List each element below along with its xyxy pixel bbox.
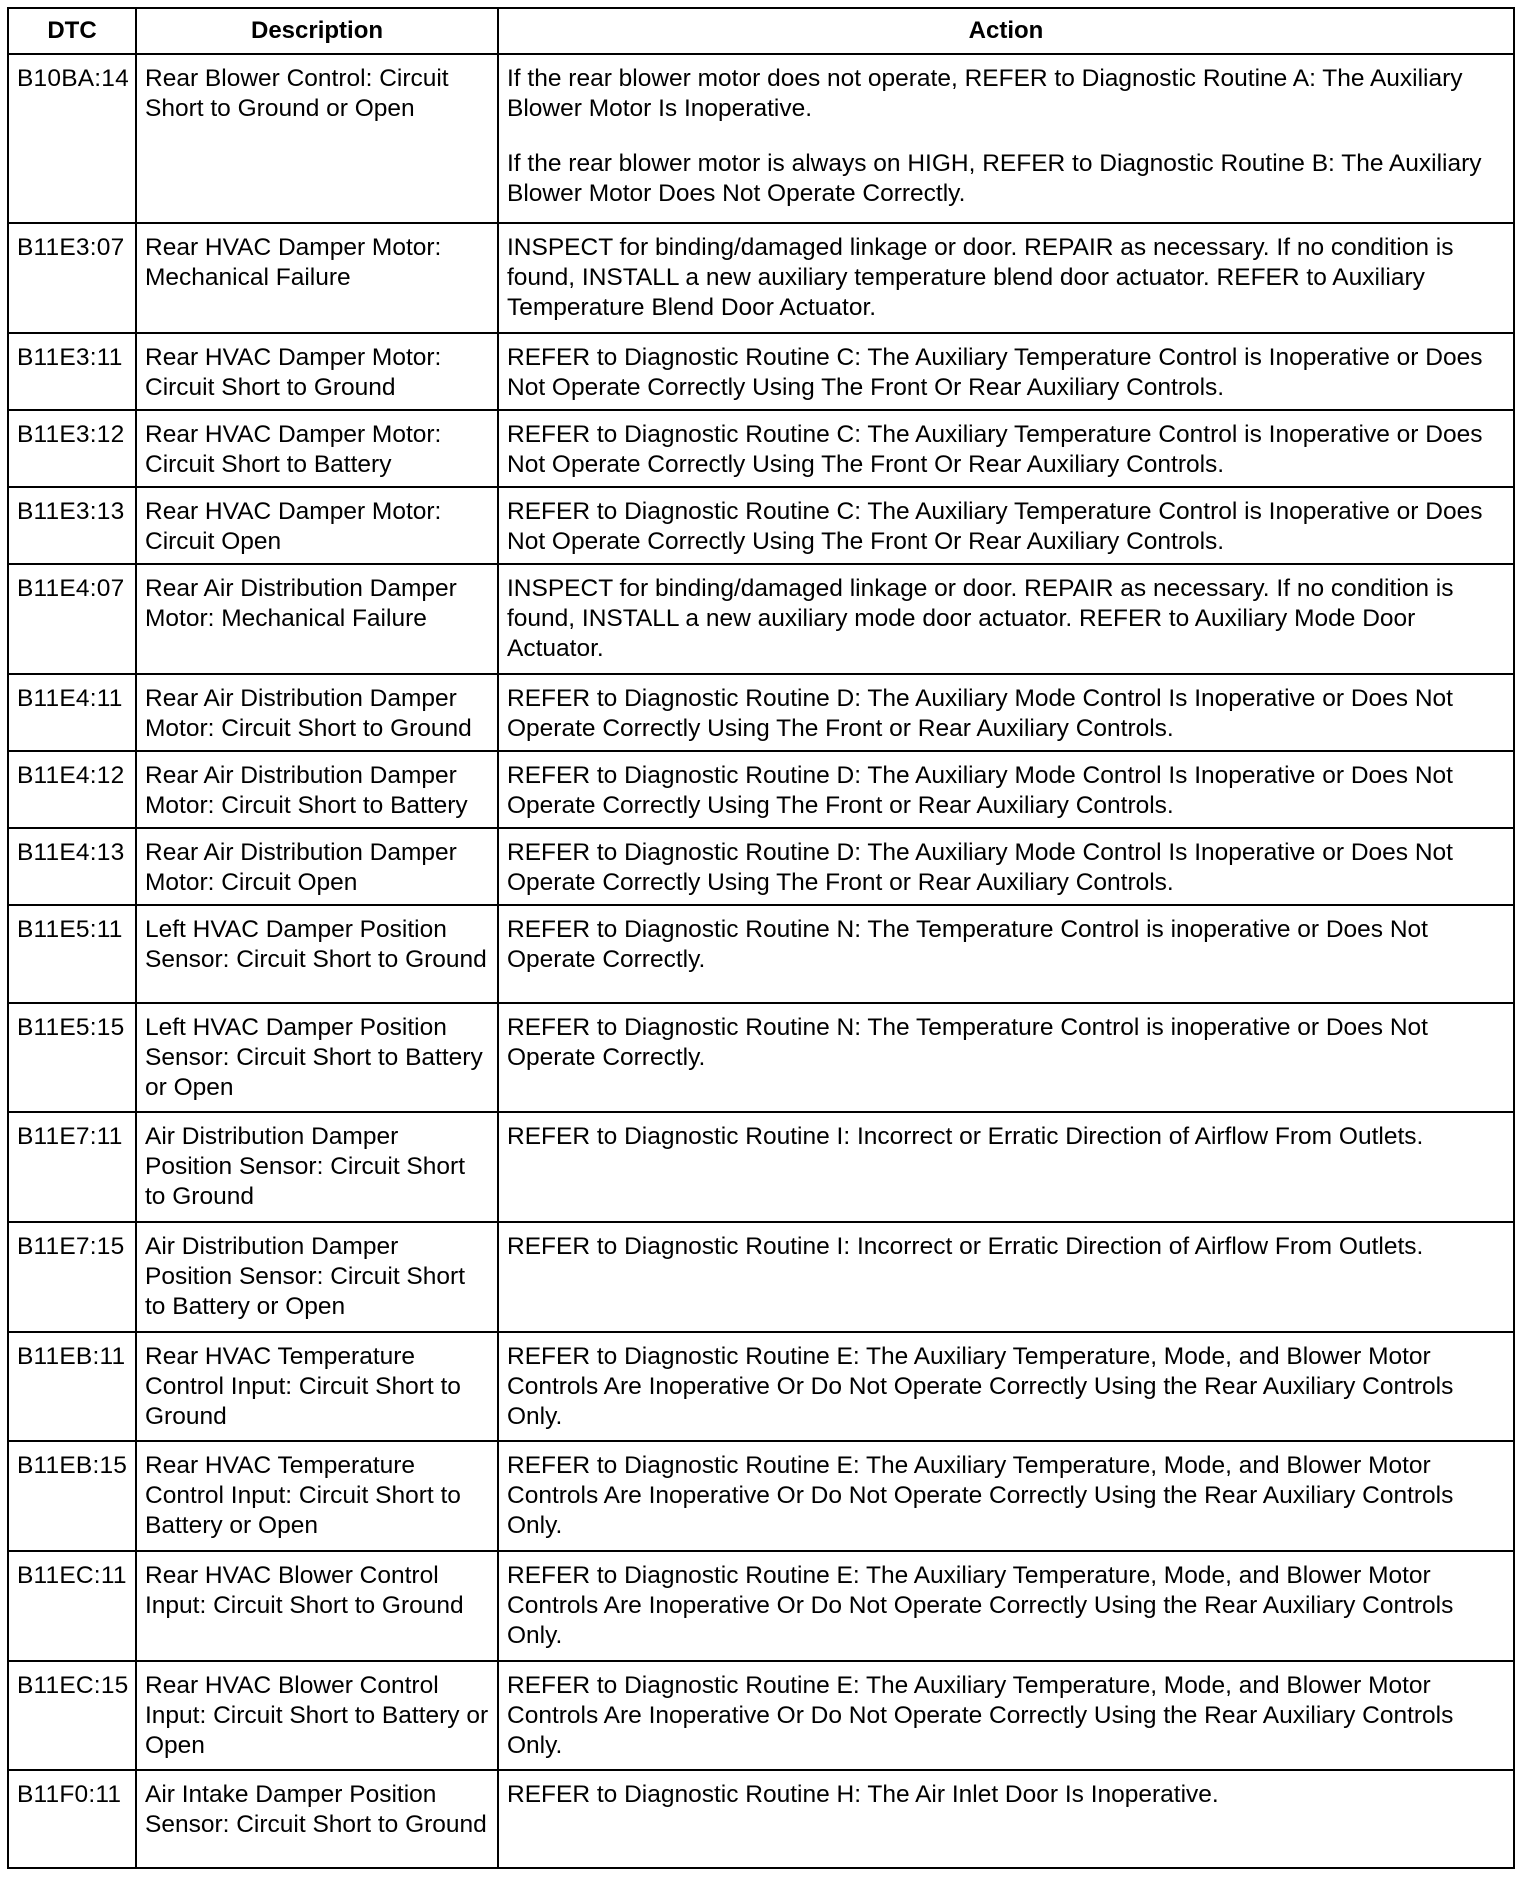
table-row	[8, 1332, 1514, 1442]
dtc-code-cell: B11E4:12	[8, 751, 136, 828]
description-cell: Rear Blower Control: Circuit Short to Ground or Open	[136, 54, 498, 223]
dtc-code-cell: B11E3:13	[8, 487, 136, 564]
action-paragraph: INSPECT for binding/damaged linkage or door. REPAIR as necessary. If no condition is found, INSTALL a new auxiliary mode door actuator. REFER to Auxiliary Mode Door Actuator.	[507, 575, 1454, 663]
header-row	[8, 8, 1514, 54]
description-cell: Rear Air Distribution Damper Motor: Circuit Short to Battery	[136, 751, 498, 828]
action-cell	[498, 1222, 1514, 1332]
action-cell	[498, 487, 1514, 564]
table-row	[8, 1441, 1514, 1551]
action-paragraph: REFER to Diagnostic Routine D: The Auxiliary Mode Control Is Inoperative or Does Not Operate Correctly Using The Front or Rear Auxiliary Controls.	[507, 761, 1453, 819]
action-cell	[498, 54, 1514, 223]
description-cell: Rear HVAC Temperature Control Input: Circuit Short to Battery or Open	[136, 1441, 498, 1551]
action-paragraph: REFER to Diagnostic Routine N: The Temperature Control is inoperative or Does Not Operate Correctly.	[507, 916, 1428, 973]
table-row	[8, 1222, 1514, 1332]
action-cell	[498, 564, 1514, 674]
dtc-code-cell: B11E7:11	[8, 1112, 136, 1222]
description-cell: Rear Air Distribution Damper Motor: Mechanical Failure	[136, 564, 498, 674]
dtc-code-cell: B11E3:07	[8, 223, 136, 333]
action-cell	[498, 333, 1514, 410]
table-row	[8, 1003, 1514, 1113]
dtc-code-cell: B11EB:15	[8, 1441, 136, 1551]
dtc-code-cell: B11E4:13	[8, 828, 136, 905]
dtc-code-cell: B11EC:11	[8, 1551, 136, 1661]
description-cell: Rear HVAC Blower Control Input: Circuit Short to Battery or Open	[136, 1661, 498, 1771]
action-cell	[498, 1551, 1514, 1661]
dtc-code-cell: B10BA:14	[8, 54, 136, 223]
header-dtc: DTC	[8, 8, 136, 54]
action-cell	[498, 1770, 1514, 1868]
action-cell	[498, 1332, 1514, 1442]
dtc-code-cell: B11EC:15	[8, 1661, 136, 1771]
description-cell: Rear HVAC Damper Motor: Circuit Short to Battery	[136, 410, 498, 487]
action-cell	[498, 1003, 1514, 1113]
action-paragraph: REFER to Diagnostic Routine D: The Auxiliary Mode Control Is Inoperative or Does Not Operate Correctly Using The Front or Rear Auxiliary Controls.	[507, 838, 1453, 896]
header-description: Description	[136, 8, 498, 54]
action-cell	[498, 1112, 1514, 1222]
dtc-code-cell: B11E7:15	[8, 1222, 136, 1332]
table-row	[8, 410, 1514, 487]
action-paragraph: REFER to Diagnostic Routine D: The Auxiliary Mode Control Is Inoperative or Does Not Operate Correctly Using The Front or Rear Auxiliary Controls.	[507, 684, 1453, 742]
dtc-code-cell: B11E4:11	[8, 674, 136, 751]
action-paragraph: INSPECT for binding/damaged linkage or door. REPAIR as necessary. If no condition is found, INSTALL a new auxiliary temperature blend door actuator. REFER to Auxiliary Temperature Blend Door Actuator.	[507, 234, 1454, 322]
action-paragraph: If the rear blower motor does not operate, REFER to Diagnostic Routine A: The Auxiliary Blower Motor Is Inoperative.	[507, 65, 1463, 122]
table-header	[8, 8, 1514, 54]
table-row	[8, 1661, 1514, 1771]
table-row	[8, 828, 1514, 905]
action-cell	[498, 1441, 1514, 1551]
action-cell	[498, 410, 1514, 487]
action-paragraph: REFER to Diagnostic Routine E: The Auxiliary Temperature, Mode, and Blower Motor Controls Are Inoperative Or Do Not Operate Correctly Using the Rear Auxiliary Controls Only.	[507, 1561, 1454, 1649]
dtc-table	[7, 7, 1515, 1869]
table-row	[8, 1770, 1514, 1868]
description-cell: Rear Air Distribution Damper Motor: Circuit Short to Ground	[136, 674, 498, 751]
action-paragraph: REFER to Diagnostic Routine I: Incorrect or Erratic Direction of Airflow From Outlets.	[507, 1123, 1424, 1151]
action-paragraph: REFER to Diagnostic Routine I: Incorrect or Erratic Direction of Airflow From Outlets.	[507, 1232, 1424, 1260]
action-paragraph: REFER to Diagnostic Routine E: The Auxiliary Temperature, Mode, and Blower Motor Controls Are Inoperative Or Do Not Operate Correctly Using the Rear Auxiliary Controls Only.	[507, 1452, 1454, 1540]
table-row	[8, 54, 1514, 223]
table-row	[8, 751, 1514, 828]
description-cell: Rear HVAC Blower Control Input: Circuit Short to Ground	[136, 1551, 498, 1661]
action-cell	[498, 905, 1514, 1003]
action-paragraph: REFER to Diagnostic Routine E: The Auxiliary Temperature, Mode, and Blower Motor Controls Are Inoperative Or Do Not Operate Correctly Using the Rear Auxiliary Controls Only.	[507, 1671, 1454, 1759]
description-cell: Rear HVAC Damper Motor: Circuit Short to Ground	[136, 333, 498, 410]
description-cell: Rear HVAC Damper Motor: Circuit Open	[136, 487, 498, 564]
dtc-code-cell: B11E5:15	[8, 1003, 136, 1113]
action-paragraph: REFER to Diagnostic Routine E: The Auxiliary Temperature, Mode, and Blower Motor Controls Are Inoperative Or Do Not Operate Correctly Using the Rear Auxiliary Controls Only.	[507, 1342, 1454, 1430]
description-cell: Air Intake Damper Position Sensor: Circuit Short to Ground	[136, 1770, 498, 1868]
action-cell	[498, 828, 1514, 905]
action-paragraph: If the rear blower motor is always on HIGH, REFER to Diagnostic Routine B: The Auxiliary Blower Motor Does Not Operate Correctly.	[507, 150, 1482, 207]
table-row	[8, 1551, 1514, 1661]
description-cell: Air Distribution Damper Position Sensor: Circuit Short to Ground	[136, 1112, 498, 1222]
table-row	[8, 223, 1514, 333]
table-row	[8, 905, 1514, 1003]
dtc-code-cell: B11F0:11	[8, 1770, 136, 1868]
description-cell: Left HVAC Damper Position Sensor: Circuit Short to Battery or Open	[136, 1003, 498, 1113]
action-cell	[498, 674, 1514, 751]
dtc-code-cell: B11E4:07	[8, 564, 136, 674]
action-paragraph: REFER to Diagnostic Routine N: The Temperature Control is inoperative or Does Not Operate Correctly.	[507, 1013, 1428, 1071]
table-row	[8, 333, 1514, 410]
table-row	[8, 674, 1514, 751]
action-cell	[498, 751, 1514, 828]
description-cell: Rear HVAC Damper Motor: Mechanical Failure	[136, 223, 498, 333]
description-cell: Air Distribution Damper Position Sensor: Circuit Short to Battery or Open	[136, 1222, 498, 1332]
action-cell	[498, 223, 1514, 333]
header-action: Action	[498, 8, 1514, 54]
table-row	[8, 1112, 1514, 1222]
description-cell: Rear HVAC Temperature Control Input: Circuit Short to Ground	[136, 1332, 498, 1442]
action-cell	[498, 1661, 1514, 1771]
table-row	[8, 487, 1514, 564]
action-paragraph: REFER to Diagnostic Routine H: The Air Inlet Door Is Inoperative.	[507, 1781, 1219, 1809]
dtc-code-cell: B11E3:11	[8, 333, 136, 410]
description-cell: Left HVAC Damper Position Sensor: Circuit Short to Ground	[136, 905, 498, 1003]
dtc-code-cell: B11E3:12	[8, 410, 136, 487]
dtc-code-cell: B11EB:11	[8, 1332, 136, 1442]
action-paragraph: REFER to Diagnostic Routine C: The Auxiliary Temperature Control is Inoperative or Does Not Operate Correctly Using The Front Or Rear Auxiliary Controls.	[507, 343, 1483, 401]
action-paragraph: REFER to Diagnostic Routine C: The Auxiliary Temperature Control is Inoperative or Does Not Operate Correctly Using The Front Or Rear Auxiliary Controls.	[507, 421, 1483, 479]
table-row	[8, 564, 1514, 674]
table-body	[8, 54, 1514, 1868]
description-cell: Rear Air Distribution Damper Motor: Circuit Open	[136, 828, 498, 905]
dtc-code-cell: B11E5:11	[8, 905, 136, 1003]
action-paragraph: REFER to Diagnostic Routine C: The Auxiliary Temperature Control is Inoperative or Does Not Operate Correctly Using The Front Or Rear Auxiliary Controls.	[507, 498, 1483, 556]
